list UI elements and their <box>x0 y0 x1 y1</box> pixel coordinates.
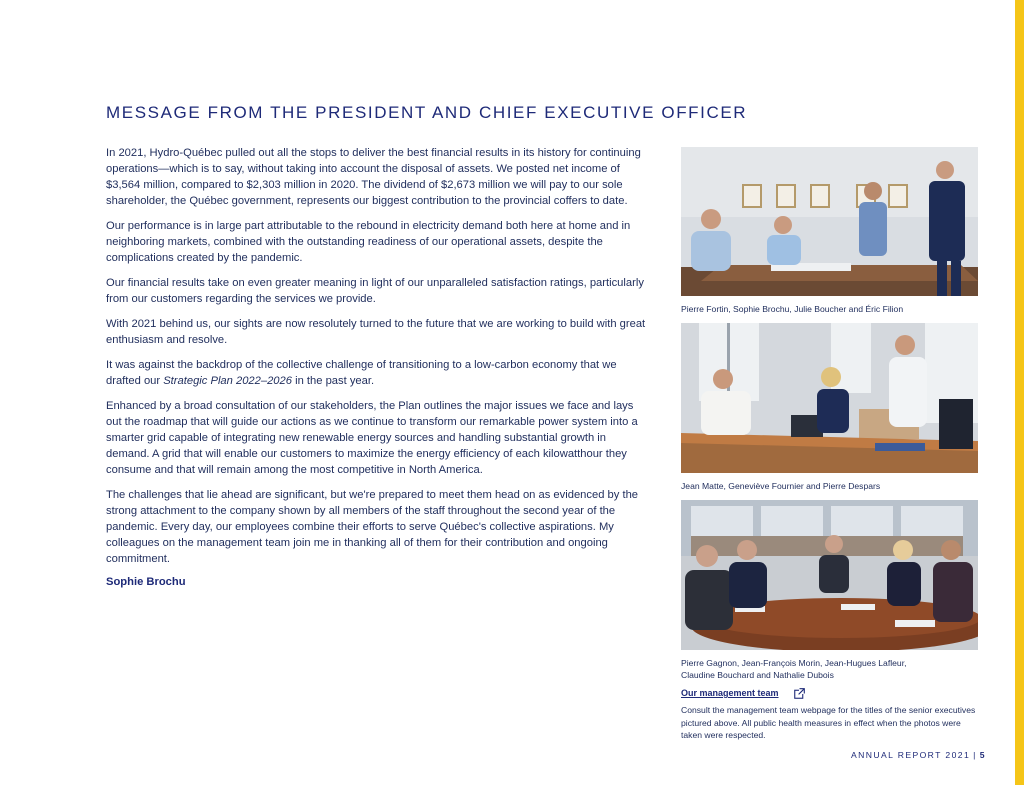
page-number: 5 <box>979 750 986 760</box>
paragraph-5-start: It was against the backdrop of the collective challenge of transitioning to a low-carbon economy that we drafted our <box>106 359 617 387</box>
signature: Sophie Brochu <box>106 576 186 588</box>
page-footer <box>851 750 986 760</box>
management-team-note: Consult the management team webpage for the titles of the senior executives pictured above. All public health measures in effect when the photos were taken were respected. <box>681 705 976 740</box>
paragraph-2: Our performance is in large part attributable to the rebound in electricity demand both here at home and in neighboring markets, combined with the outstanding readiness of our operational assets, despite the complications created by the pandemic. <box>106 220 631 264</box>
paragraph-3: Our financial results take on even greater meaning in light of our unparalleled satisfaction ratings, particularly from our customers regarding the services we provide. <box>106 277 644 305</box>
management-team-link[interactable]: Our management team <box>681 688 779 698</box>
accent-bar <box>1015 0 1024 785</box>
footer-separator: | <box>973 750 977 760</box>
photo-management-team <box>681 500 978 650</box>
paragraph-4: With 2021 behind us, our sights are now resolutely turned to the future that we are working to build with great enthusiasm and resolve. <box>106 318 646 346</box>
photo-caption-2: Jean Matte, Geneviève Fournier and Pierre Despars <box>681 481 881 491</box>
photo-caption-3-line-1: Pierre Gagnon, Jean-François Morin, Jean-Hugues Lafleur, <box>681 658 907 668</box>
paragraph-5 <box>106 357 646 389</box>
strategic-plan-title: Strategic Plan 2022–2026 <box>163 375 292 387</box>
paragraph-5-end: in the past year. <box>291 375 375 387</box>
footer-label: ANNUAL REPORT 2021 <box>851 750 971 760</box>
paragraph-1: In 2021, Hydro-Québec pulled out all the stops to deliver the best financial results in its history for continuing operations—which is to say, without taking into account the disposal of assets. We posted net income of $3,564 million, compared to $2,303 million in 2020. The dividend of $2,673 million we will pay to our sole shareholder, the Québec government, represents our biggest contribution to the provincial coffers to date. <box>106 147 641 207</box>
photo-meeting-office <box>681 323 978 473</box>
photo-caption-3 <box>681 657 981 681</box>
paragraph-6: Enhanced by a broad consultation of our stakeholders, the Plan outlines the major issues we face and lays out the roadmap that will guide our actions as we continue to transform our remarkable power system into a smarter grid capable of integrating new renewable energy sources and handling substantial growth in demand. A grid that will enable our customers to maximize the energy efficiency of each kilowatthour they consume and that will remain among the most competitive in North America. <box>106 400 638 476</box>
message-body <box>106 145 646 588</box>
page-title: MESSAGE FROM THE PRESIDENT AND CHIEF EXECUTIVE OFFICER <box>106 103 748 123</box>
photo-meeting-standing <box>681 147 978 296</box>
photo-caption-3-line-2: Claudine Bouchard and Nathalie Dubois <box>681 670 834 680</box>
photo-caption-1: Pierre Fortin, Sophie Brochu, Julie Boucher and Éric Filion <box>681 304 904 314</box>
external-link-icon[interactable] <box>794 688 805 699</box>
paragraph-7: The challenges that lie ahead are significant, but we're prepared to meet them head on as evidenced by the strong attachment to the company shown by all members of the staff throughout the second year of the pandemic. Every day, our employees combine their efforts to serve Québec's collective aspirations. My colleagues on the management team join me in thanking all of them for their contribution and ongoing commitment. <box>106 489 639 565</box>
